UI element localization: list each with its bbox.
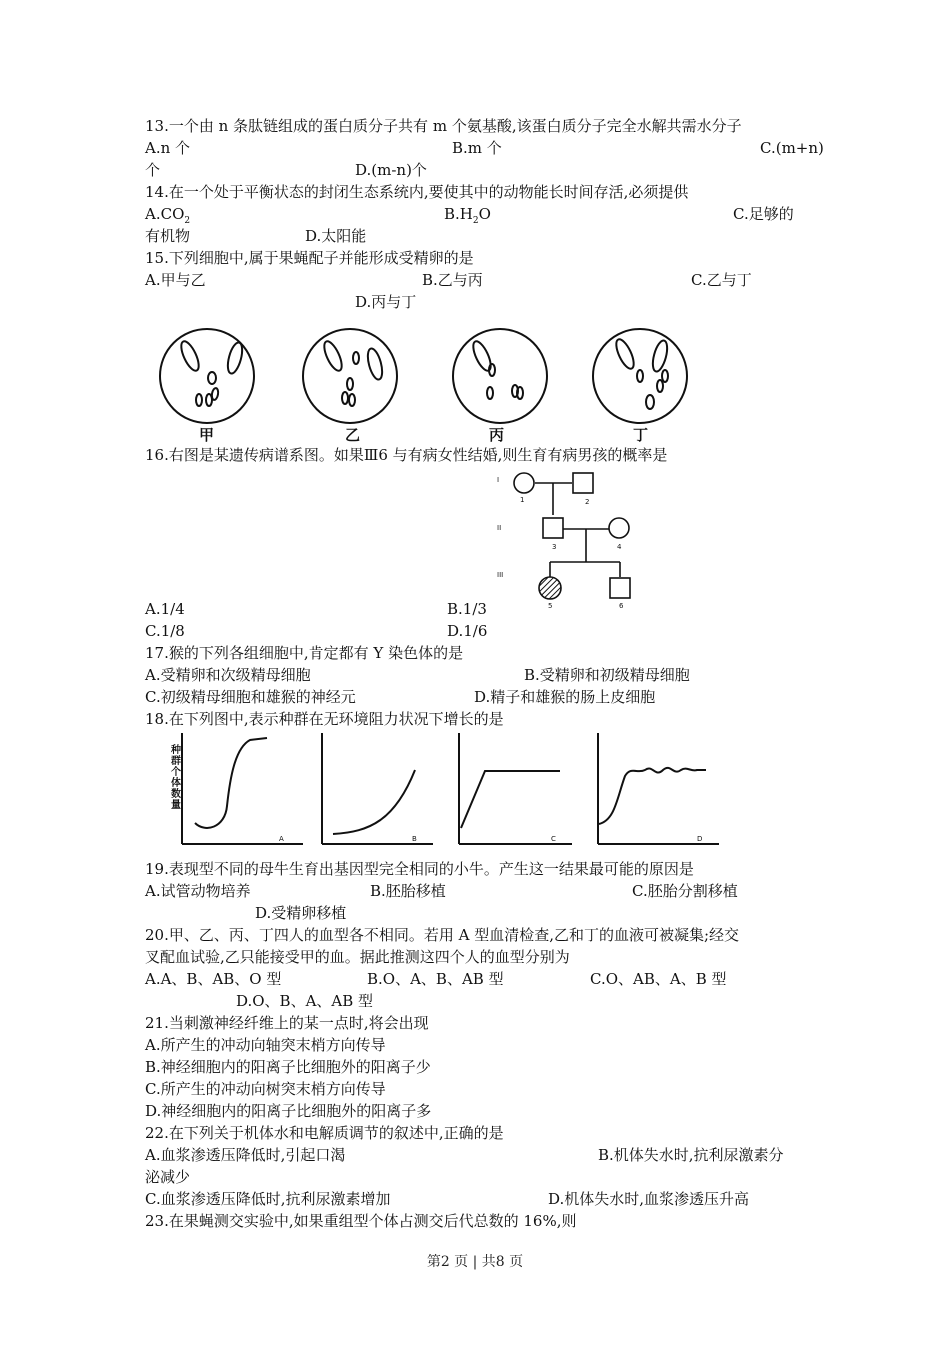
q16-option-c: C.1/8 xyxy=(145,622,185,640)
q14-option-a: $A.CO_2$ xyxy=(145,205,191,226)
population-growth-graphs xyxy=(165,728,735,853)
cell-label-yi: 乙 xyxy=(345,426,361,444)
pedigree-male-2 xyxy=(573,473,593,493)
pedigree-female-1 xyxy=(514,473,534,493)
q19-option-c: C.胚胎分割移植 xyxy=(632,882,738,900)
q20-stem-line1: 20.甲、乙、丙、丁四人的血型各不相同。若用 A 型血清检查,乙和丁的血液可被凝集;经交 xyxy=(145,926,740,944)
graph-label-c: C xyxy=(551,835,556,843)
q21-option-b: B.神经细胞内的阳离子比细胞外的阳离子少 xyxy=(145,1058,431,1076)
q17-option-b: B.受精卵和初级精母细胞 xyxy=(524,666,690,684)
pedigree-female-4 xyxy=(609,518,629,538)
pedigree-male-6 xyxy=(610,578,630,598)
q17-stem: 17.猴的下列各组细胞中,肯定都有 Y 染色体的是 xyxy=(145,644,464,662)
pedigree-num-3: 3 xyxy=(552,543,557,551)
q22-option-d: D.机体失水时,血浆渗透压升高 xyxy=(548,1190,750,1208)
q19-stem: 19.表现型不同的母牛生育出基因型完全相同的小牛。产生这一结果最可能的原因是 xyxy=(145,860,694,878)
cell-ding xyxy=(593,329,687,423)
q18-stem: 18.在下列图中,表示种群在无环境阻力状况下增长的是 xyxy=(145,710,504,728)
q21-option-d: D.神经细胞内的阳离子比细胞外的阳离子多 xyxy=(145,1102,432,1120)
q20-option-b: B.O、A、B、AB 型 xyxy=(367,970,504,988)
q22-option-a: A.血浆渗透压降低时,引起口渴 xyxy=(145,1146,346,1164)
q22-stem: 22.在下列关于机体水和电解质调节的叙述中,正确的是 xyxy=(145,1124,504,1142)
graph-label-a: A xyxy=(279,835,284,843)
q17-option-c: C.初级精母细胞和雄猴的神经元 xyxy=(145,688,356,706)
graph-a xyxy=(182,733,303,844)
q19-option-b: B.胚胎移植 xyxy=(370,882,446,900)
pedigree-num-6: 6 xyxy=(619,602,624,610)
q15-option-d: D.丙与丁 xyxy=(355,293,417,311)
q19-option-a: A.试管动物培养 xyxy=(145,882,251,900)
q14-option-c-continued: 有机物 xyxy=(145,227,191,245)
q14-option-b: $B.H_2O$ xyxy=(444,205,491,226)
q19-option-d: D.受精卵移植 xyxy=(255,904,347,922)
q15-option-a: A.甲与乙 xyxy=(145,271,206,289)
pedigree-gen-2: II xyxy=(497,524,502,532)
cell-label-ding: 丁 xyxy=(633,426,649,444)
q13-option-b: B.m 个 xyxy=(452,139,502,157)
pedigree-num-5: 5 xyxy=(548,602,553,610)
graph-label-b: B xyxy=(412,835,417,843)
q15-option-c: C.乙与丁 xyxy=(691,271,752,289)
q13-stem: 13.一个由 n 条肽链组成的蛋白质分子共有 m 个氨基酸,该蛋白质分子完全水解共需水分子 xyxy=(145,117,742,135)
q17-option-a: A.受精卵和次级精母细胞 xyxy=(145,666,311,684)
cell-bing xyxy=(453,329,547,423)
graph-label-d: D xyxy=(697,835,703,843)
cell-diagram xyxy=(155,318,700,446)
q16-option-a: A.1/4 xyxy=(145,600,185,618)
pedigree-affected-female-5 xyxy=(539,577,561,599)
q13-option-d: D.(m-n)个 xyxy=(355,161,427,179)
q22-option-c: C.血浆渗透压降低时,抗利尿激素增加 xyxy=(145,1190,391,1208)
graph-y-axis-label: 种群个体数量 xyxy=(171,745,181,811)
q20-stem-line2: 叉配血试验,乙只能接受甲的血。据此推测这四个人的血型分别为 xyxy=(145,948,570,966)
pedigree-chart xyxy=(490,465,650,615)
q13-option-c: C.(m+n) xyxy=(760,139,824,157)
q22-option-b-continued: 泌减少 xyxy=(145,1168,191,1186)
pedigree-num-2: 2 xyxy=(585,498,590,506)
cell-yi xyxy=(303,329,397,423)
cell-label-bing: 丙 xyxy=(489,426,505,444)
q20-option-d: D.O、B、A、AB 型 xyxy=(236,992,374,1010)
q15-option-b: B.乙与丙 xyxy=(422,271,483,289)
q20-option-c: C.O、AB、A、B 型 xyxy=(590,970,727,988)
q16-option-d: D.1/6 xyxy=(447,622,488,640)
q16-stem: 16.右图是某遗传病谱系图。如果Ⅲ6 与有病女性结婚,则生育有病男孩的概率是 xyxy=(145,446,668,464)
cell-label-jia: 甲 xyxy=(199,426,215,444)
q14-stem: 14.在一个处于平衡状态的封闭生态系统内,要使其中的动物能长时间存活,必须提供 xyxy=(145,183,689,201)
q16-option-b: B.1/3 xyxy=(447,600,487,618)
cell-jia xyxy=(160,329,254,423)
q23-stem: 23.在果蝇测交实验中,如果重组型个体占测交后代总数的 16%,则 xyxy=(145,1212,577,1230)
q22-option-b: B.机体失水时,抗利尿激素分 xyxy=(598,1146,784,1164)
pedigree-num-1: 1 xyxy=(520,496,525,504)
page-footer: 第2 页 | 共8 页 xyxy=(426,1254,524,1270)
pedigree-num-4: 4 xyxy=(617,543,622,551)
q13-option-a: A.n 个 xyxy=(145,139,191,157)
q20-option-a: A.A、B、AB、O 型 xyxy=(145,970,282,988)
q14-option-d: D.太阳能 xyxy=(305,227,367,245)
q14-option-c: C.足够的 xyxy=(733,205,794,223)
q15-stem: 15.下列细胞中,属于果蝇配子并能形成受精卵的是 xyxy=(145,249,474,267)
q17-option-d: D.精子和雄猴的肠上皮细胞 xyxy=(474,688,656,706)
pedigree-gen-3: III xyxy=(497,571,504,579)
pedigree-male-3 xyxy=(543,518,563,538)
q21-option-c: C.所产生的冲动向树突末梢方向传导 xyxy=(145,1080,386,1098)
q21-option-a: A.所产生的冲动向轴突末梢方向传导 xyxy=(145,1036,386,1054)
q21-stem: 21.当刺激神经纤维上的某一点时,将会出现 xyxy=(145,1014,429,1032)
q13-option-c-continued: 个 xyxy=(145,161,161,179)
pedigree-gen-1: I xyxy=(497,476,500,484)
